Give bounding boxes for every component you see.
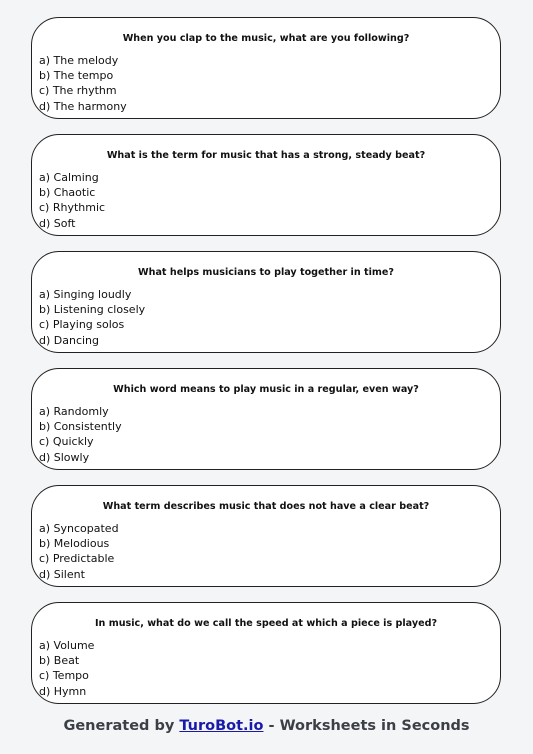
footer-suffix: - Worksheets in Seconds bbox=[263, 718, 470, 734]
option-d: d) Soft bbox=[39, 216, 76, 230]
question-text: When you clap to the music, what are you following? bbox=[122, 33, 410, 44]
option-b: b) Melodious bbox=[39, 537, 110, 551]
answer-options bbox=[39, 638, 94, 699]
question-text: Which word means to play music in a regular, even way? bbox=[113, 384, 419, 395]
question-card-4 bbox=[31, 368, 501, 470]
option-d: d) Hymn bbox=[39, 684, 87, 698]
question-text: What term describes music that does not have a clear beat? bbox=[102, 501, 430, 512]
option-a: a) Calming bbox=[39, 171, 99, 184]
option-a: a) Volume bbox=[39, 639, 95, 652]
option-a: a) Randomly bbox=[39, 405, 109, 418]
option-c: c) Predictable bbox=[39, 552, 115, 566]
question-card-6 bbox=[31, 602, 501, 704]
question-card-1 bbox=[31, 17, 501, 119]
answer-options bbox=[39, 170, 105, 231]
answer-options bbox=[39, 404, 122, 465]
option-d: d) Silent bbox=[39, 567, 85, 581]
option-c: c) Quickly bbox=[39, 435, 94, 449]
option-c: c) Rhythmic bbox=[39, 201, 106, 215]
option-b: b) Consistently bbox=[39, 420, 122, 434]
question-card-2 bbox=[31, 134, 501, 236]
option-b: b) Chaotic bbox=[39, 186, 96, 200]
question-text: What is the term for music that has a strong, steady beat? bbox=[106, 150, 426, 161]
option-a: a) Syncopated bbox=[39, 522, 119, 535]
option-c: c) Playing solos bbox=[39, 318, 125, 332]
question-text: In music, what do we call the speed at which a piece is played? bbox=[94, 618, 438, 629]
option-d: d) Dancing bbox=[39, 333, 100, 347]
option-b: b) The tempo bbox=[39, 69, 114, 83]
option-a: a) The melody bbox=[39, 54, 119, 67]
footer bbox=[0, 718, 533, 734]
option-b: b) Listening closely bbox=[39, 303, 146, 317]
answer-options bbox=[39, 53, 127, 114]
option-c: c) The rhythm bbox=[39, 84, 117, 98]
option-d: d) The harmony bbox=[39, 99, 127, 113]
question-text: What helps musicians to play together in time? bbox=[138, 267, 394, 278]
footer-prefix: Generated by bbox=[63, 718, 180, 734]
answer-options bbox=[39, 287, 145, 348]
option-b: b) Beat bbox=[39, 654, 80, 668]
answer-options bbox=[39, 521, 119, 582]
question-card-3 bbox=[31, 251, 501, 353]
option-d: d) Slowly bbox=[39, 450, 90, 464]
question-card-5 bbox=[31, 485, 501, 587]
option-a: a) Singing loudly bbox=[39, 288, 132, 301]
turobot-link[interactable]: TuroBot.io bbox=[179, 718, 264, 734]
option-c: c) Tempo bbox=[39, 669, 89, 683]
